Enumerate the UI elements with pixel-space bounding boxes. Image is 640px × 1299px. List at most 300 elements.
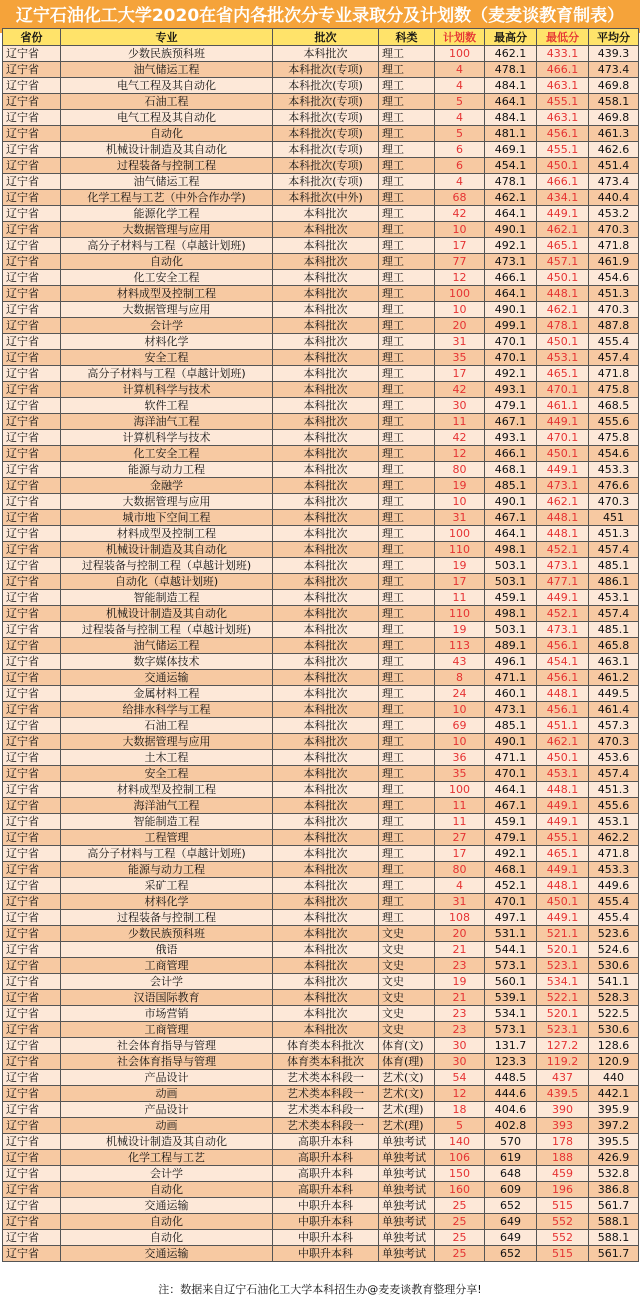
cell-province: 辽宁省 (3, 78, 61, 94)
cell-plan: 17 (435, 238, 485, 254)
cell-batch: 本科批次(专项) (273, 174, 379, 190)
cell-major: 会计学 (61, 318, 273, 334)
cell-province: 辽宁省 (3, 238, 61, 254)
header-row (3, 29, 639, 46)
cell-province: 辽宁省 (3, 542, 61, 558)
cell-batch: 本科批次 (273, 574, 379, 590)
cell-avg: 457.4 (589, 350, 639, 366)
cell-province: 辽宁省 (3, 1086, 61, 1102)
table-row (3, 350, 639, 366)
cell-category: 理工 (379, 206, 435, 222)
cell-category: 理工 (379, 478, 435, 494)
cell-category: 理工 (379, 446, 435, 462)
cell-plan: 17 (435, 574, 485, 590)
cell-max: 649 (485, 1230, 537, 1246)
cell-category: 单独考试 (379, 1150, 435, 1166)
table-row (3, 286, 639, 302)
cell-major: 工商管理 (61, 958, 273, 974)
cell-max: 404.6 (485, 1102, 537, 1118)
cell-province: 辽宁省 (3, 478, 61, 494)
cell-avg: 462.2 (589, 830, 639, 846)
cell-batch: 本科批次 (273, 366, 379, 382)
cell-avg: 471.8 (589, 366, 639, 382)
table-row (3, 270, 639, 286)
cell-plan: 11 (435, 590, 485, 606)
cell-province: 辽宁省 (3, 462, 61, 478)
cell-batch: 本科批次 (273, 430, 379, 446)
cell-avg: 453.3 (589, 862, 639, 878)
cell-avg: 426.9 (589, 1150, 639, 1166)
cell-avg: 439.3 (589, 46, 639, 62)
table-row (3, 846, 639, 862)
cell-major: 交通运输 (61, 670, 273, 686)
cell-province: 辽宁省 (3, 1102, 61, 1118)
cell-plan: 4 (435, 174, 485, 190)
cell-plan: 10 (435, 734, 485, 750)
table-row (3, 1118, 639, 1134)
cell-max: 467.1 (485, 798, 537, 814)
cell-batch: 本科批次 (273, 910, 379, 926)
cell-batch: 本科批次 (273, 750, 379, 766)
cell-category: 理工 (379, 382, 435, 398)
cell-batch: 本科批次 (273, 286, 379, 302)
cell-avg: 457.4 (589, 606, 639, 622)
cell-category: 理工 (379, 750, 435, 766)
cell-major: 自动化 (61, 1230, 273, 1246)
cell-min: 453.1 (537, 350, 589, 366)
cell-province: 辽宁省 (3, 414, 61, 430)
cell-category: 艺术(理) (379, 1102, 435, 1118)
cell-plan: 35 (435, 350, 485, 366)
cell-batch: 体育类本科批次 (273, 1054, 379, 1070)
cell-min: 456.1 (537, 670, 589, 686)
cell-batch: 本科批次(专项) (273, 158, 379, 174)
cell-plan: 21 (435, 990, 485, 1006)
cell-avg: 395.9 (589, 1102, 639, 1118)
cell-batch: 本科批次(专项) (273, 126, 379, 142)
cell-batch: 本科批次 (273, 206, 379, 222)
cell-min: 459 (537, 1166, 589, 1182)
cell-avg: 470.3 (589, 302, 639, 318)
cell-min: 534.1 (537, 974, 589, 990)
cell-min: 449.1 (537, 462, 589, 478)
cell-max: 531.1 (485, 926, 537, 942)
cell-major: 俄语 (61, 942, 273, 958)
cell-category: 理工 (379, 878, 435, 894)
cell-avg: 475.8 (589, 430, 639, 446)
cell-province: 辽宁省 (3, 1134, 61, 1150)
table-row (3, 414, 639, 430)
cell-batch: 本科批次 (273, 1006, 379, 1022)
table-row (3, 254, 639, 270)
cell-category: 理工 (379, 46, 435, 62)
cell-plan: 25 (435, 1230, 485, 1246)
cell-avg: 470.3 (589, 734, 639, 750)
table-row (3, 702, 639, 718)
cell-max: 459.1 (485, 814, 537, 830)
cell-province: 辽宁省 (3, 910, 61, 926)
cell-category: 文史 (379, 974, 435, 990)
cell-batch: 中职升本科 (273, 1198, 379, 1214)
cell-batch: 本科批次 (273, 334, 379, 350)
cell-category: 理工 (379, 574, 435, 590)
cell-avg: 453.1 (589, 590, 639, 606)
cell-province: 辽宁省 (3, 270, 61, 286)
cell-province: 辽宁省 (3, 302, 61, 318)
cell-batch: 本科批次 (273, 350, 379, 366)
cell-avg: 530.6 (589, 1022, 639, 1038)
cell-category: 理工 (379, 286, 435, 302)
cell-max: 648 (485, 1166, 537, 1182)
cell-category: 理工 (379, 718, 435, 734)
cell-max: 493.1 (485, 382, 537, 398)
cell-max: 492.1 (485, 846, 537, 862)
cell-avg: 454.6 (589, 446, 639, 462)
cell-max: 462.1 (485, 46, 537, 62)
cell-major: 化工安全工程 (61, 270, 273, 286)
table-row (3, 62, 639, 78)
cell-category: 理工 (379, 142, 435, 158)
cell-category: 单独考试 (379, 1214, 435, 1230)
cell-province: 辽宁省 (3, 734, 61, 750)
table-row (3, 510, 639, 526)
cell-max: 452.1 (485, 878, 537, 894)
cell-max: 573.1 (485, 958, 537, 974)
cell-province: 辽宁省 (3, 926, 61, 942)
cell-province: 辽宁省 (3, 286, 61, 302)
cell-province: 辽宁省 (3, 798, 61, 814)
cell-major: 自动化 (61, 1182, 273, 1198)
cell-plan: 77 (435, 254, 485, 270)
cell-major: 土木工程 (61, 750, 273, 766)
cell-avg: 455.4 (589, 910, 639, 926)
cell-min: 450.1 (537, 270, 589, 286)
cell-plan: 8 (435, 670, 485, 686)
cell-batch: 本科批次 (273, 222, 379, 238)
cell-plan: 42 (435, 430, 485, 446)
cell-plan: 35 (435, 766, 485, 782)
cell-max: 464.1 (485, 782, 537, 798)
col-header-major: 专业 (61, 29, 273, 46)
cell-plan: 27 (435, 830, 485, 846)
cell-max: 471.1 (485, 750, 537, 766)
cell-category: 理工 (379, 830, 435, 846)
cell-category: 理工 (379, 398, 435, 414)
table-row (3, 78, 639, 94)
cell-avg: 469.8 (589, 78, 639, 94)
cell-category: 理工 (379, 350, 435, 366)
cell-avg: 461.9 (589, 254, 639, 270)
cell-plan: 19 (435, 622, 485, 638)
cell-max: 493.1 (485, 430, 537, 446)
cell-province: 辽宁省 (3, 670, 61, 686)
cell-min: 521.1 (537, 926, 589, 942)
cell-major: 高分子材料与工程（卓越计划班) (61, 238, 273, 254)
cell-province: 辽宁省 (3, 782, 61, 798)
cell-province: 辽宁省 (3, 654, 61, 670)
cell-min: 520.1 (537, 1006, 589, 1022)
cell-max: 484.1 (485, 78, 537, 94)
cell-avg: 532.8 (589, 1166, 639, 1182)
cell-major: 能源与动力工程 (61, 462, 273, 478)
cell-major: 社会体育指导与管理 (61, 1054, 273, 1070)
cell-category: 理工 (379, 862, 435, 878)
cell-province: 辽宁省 (3, 1054, 61, 1070)
cell-min: 450.1 (537, 334, 589, 350)
table-row (3, 1198, 639, 1214)
cell-plan: 5 (435, 94, 485, 110)
cell-max: 484.1 (485, 110, 537, 126)
col-header-batch: 批次 (273, 29, 379, 46)
cell-major: 给排水科学与工程 (61, 702, 273, 718)
cell-batch: 本科批次 (273, 718, 379, 734)
cell-major: 海洋油气工程 (61, 414, 273, 430)
cell-plan: 10 (435, 702, 485, 718)
table-row (3, 654, 639, 670)
cell-category: 理工 (379, 622, 435, 638)
cell-major: 过程装备与控制工程（卓越计划班) (61, 558, 273, 574)
cell-batch: 中职升本科 (273, 1214, 379, 1230)
cell-min: 448.1 (537, 686, 589, 702)
cell-avg: 522.5 (589, 1006, 639, 1022)
table-row (3, 686, 639, 702)
cell-max: 481.1 (485, 126, 537, 142)
cell-min: 477.1 (537, 574, 589, 590)
cell-batch: 本科批次 (273, 606, 379, 622)
cell-max: 498.1 (485, 542, 537, 558)
cell-category: 理工 (379, 334, 435, 350)
cell-province: 辽宁省 (3, 846, 61, 862)
cell-category: 理工 (379, 814, 435, 830)
cell-min: 461.1 (537, 398, 589, 414)
cell-min: 462.1 (537, 222, 589, 238)
cell-max: 492.1 (485, 238, 537, 254)
cell-batch: 中职升本科 (273, 1246, 379, 1262)
cell-province: 辽宁省 (3, 718, 61, 734)
table-row (3, 1230, 639, 1246)
cell-major: 产品设计 (61, 1102, 273, 1118)
cell-batch: 本科批次 (273, 654, 379, 670)
cell-plan: 17 (435, 846, 485, 862)
cell-batch: 本科批次 (273, 766, 379, 782)
cell-batch: 本科批次 (273, 46, 379, 62)
table-row (3, 622, 639, 638)
cell-province: 辽宁省 (3, 974, 61, 990)
cell-max: 573.1 (485, 1022, 537, 1038)
cell-batch: 本科批次(专项) (273, 110, 379, 126)
cell-min: 454.1 (537, 654, 589, 670)
cell-max: 490.1 (485, 494, 537, 510)
table-row (3, 1102, 639, 1118)
cell-min: 448.1 (537, 286, 589, 302)
cell-min: 452.1 (537, 606, 589, 622)
cell-avg: 453.2 (589, 206, 639, 222)
cell-avg: 457.4 (589, 542, 639, 558)
cell-province: 辽宁省 (3, 206, 61, 222)
cell-avg: 397.2 (589, 1118, 639, 1134)
cell-plan: 140 (435, 1134, 485, 1150)
cell-category: 文史 (379, 926, 435, 942)
cell-batch: 本科批次 (273, 462, 379, 478)
cell-avg: 451.3 (589, 782, 639, 798)
table-row (3, 462, 639, 478)
cell-avg: 451 (589, 510, 639, 526)
cell-major: 高分子材料与工程（卓越计划班) (61, 846, 273, 862)
cell-province: 辽宁省 (3, 942, 61, 958)
cell-avg: 440.4 (589, 190, 639, 206)
cell-category: 文史 (379, 990, 435, 1006)
cell-min: 552 (537, 1214, 589, 1230)
cell-min: 465.1 (537, 238, 589, 254)
table-title: 辽宁石油化工大学2020在省内各批次分专业录取分及计划数（麦麦谈教育制表） (0, 0, 640, 33)
cell-plan: 17 (435, 366, 485, 382)
cell-max: 539.1 (485, 990, 537, 1006)
cell-major: 海洋油气工程 (61, 798, 273, 814)
cell-category: 艺术(理) (379, 1118, 435, 1134)
cell-max: 470.1 (485, 766, 537, 782)
cell-category: 理工 (379, 638, 435, 654)
cell-batch: 本科批次 (273, 542, 379, 558)
cell-plan: 19 (435, 974, 485, 990)
cell-avg: 395.5 (589, 1134, 639, 1150)
cell-max: 498.1 (485, 606, 537, 622)
cell-min: 452.1 (537, 542, 589, 558)
cell-min: 515 (537, 1246, 589, 1262)
cell-major: 油气储运工程 (61, 62, 273, 78)
cell-major: 会计学 (61, 1166, 273, 1182)
cell-avg: 588.1 (589, 1214, 639, 1230)
cell-avg: 449.5 (589, 686, 639, 702)
cell-min: 462.1 (537, 734, 589, 750)
cell-province: 辽宁省 (3, 622, 61, 638)
table-row (3, 910, 639, 926)
cell-category: 理工 (379, 62, 435, 78)
cell-major: 数字媒体技术 (61, 654, 273, 670)
cell-province: 辽宁省 (3, 1214, 61, 1230)
cell-category: 单独考试 (379, 1198, 435, 1214)
cell-plan: 69 (435, 718, 485, 734)
cell-avg: 471.8 (589, 238, 639, 254)
cell-province: 辽宁省 (3, 366, 61, 382)
cell-min: 119.2 (537, 1054, 589, 1070)
cell-category: 理工 (379, 222, 435, 238)
cell-max: 468.1 (485, 862, 537, 878)
cell-province: 辽宁省 (3, 574, 61, 590)
cell-major: 机械设计制造及其自动化 (61, 606, 273, 622)
cell-max: 478.1 (485, 62, 537, 78)
cell-province: 辽宁省 (3, 1166, 61, 1182)
cell-min: 456.1 (537, 126, 589, 142)
cell-max: 619 (485, 1150, 537, 1166)
cell-batch: 本科批次 (273, 238, 379, 254)
cell-batch: 本科批次 (273, 494, 379, 510)
cell-category: 理工 (379, 462, 435, 478)
cell-batch: 艺术类本科段一 (273, 1102, 379, 1118)
cell-min: 520.1 (537, 942, 589, 958)
cell-plan: 150 (435, 1166, 485, 1182)
source-note: 注：数据来自辽宁石油化工大学本科招生办@麦麦谈教育整理分享! (2, 1281, 638, 1298)
cell-plan: 108 (435, 910, 485, 926)
cell-min: 465.1 (537, 366, 589, 382)
table-row (3, 1086, 639, 1102)
table-row (3, 366, 639, 382)
cell-min: 478.1 (537, 318, 589, 334)
cell-plan: 80 (435, 862, 485, 878)
cell-province: 辽宁省 (3, 894, 61, 910)
table-row (3, 1246, 639, 1262)
cell-province: 辽宁省 (3, 446, 61, 462)
table-row (3, 1022, 639, 1038)
table-row (3, 718, 639, 734)
cell-major: 自动化 (61, 254, 273, 270)
cell-province: 辽宁省 (3, 702, 61, 718)
cell-min: 196 (537, 1182, 589, 1198)
table-row (3, 526, 639, 542)
cell-major: 大数据管理与应用 (61, 222, 273, 238)
cell-max: 490.1 (485, 734, 537, 750)
cell-avg: 454.6 (589, 270, 639, 286)
table-row (3, 494, 639, 510)
cell-batch: 高职升本科 (273, 1182, 379, 1198)
cell-batch: 本科批次 (273, 382, 379, 398)
cell-category: 理工 (379, 670, 435, 686)
cell-category: 理工 (379, 766, 435, 782)
cell-min: 455.1 (537, 94, 589, 110)
cell-avg: 128.6 (589, 1038, 639, 1054)
cell-max: 468.1 (485, 462, 537, 478)
cell-category: 理工 (379, 190, 435, 206)
cell-batch: 本科批次 (273, 830, 379, 846)
cell-min: 522.1 (537, 990, 589, 1006)
cell-plan: 100 (435, 286, 485, 302)
table-row (3, 94, 639, 110)
cell-avg: 440 (589, 1070, 639, 1086)
cell-major: 机械设计制造及其自动化 (61, 142, 273, 158)
cell-province: 辽宁省 (3, 46, 61, 62)
cell-province: 辽宁省 (3, 1230, 61, 1246)
cell-major: 工商管理 (61, 1022, 273, 1038)
cell-min: 450.1 (537, 446, 589, 462)
cell-batch: 本科批次 (273, 478, 379, 494)
table-row (3, 734, 639, 750)
cell-plan: 100 (435, 526, 485, 542)
cell-avg: 461.3 (589, 126, 639, 142)
cell-plan: 12 (435, 1086, 485, 1102)
cell-major: 材料成型及控制工程 (61, 782, 273, 798)
cell-max: 467.1 (485, 510, 537, 526)
table-row (3, 1150, 639, 1166)
cell-min: 515 (537, 1198, 589, 1214)
cell-avg: 453.1 (589, 814, 639, 830)
cell-avg: 457.3 (589, 718, 639, 734)
table-row (3, 638, 639, 654)
cell-plan: 160 (435, 1182, 485, 1198)
table-row (3, 1182, 639, 1198)
cell-category: 理工 (379, 526, 435, 542)
cell-major: 会计学 (61, 974, 273, 990)
cell-avg: 455.6 (589, 414, 639, 430)
cell-province: 辽宁省 (3, 638, 61, 654)
cell-province: 辽宁省 (3, 174, 61, 190)
cell-major: 计算机科学与技术 (61, 382, 273, 398)
cell-min: 450.1 (537, 894, 589, 910)
cell-max: 534.1 (485, 1006, 537, 1022)
cell-avg: 455.4 (589, 334, 639, 350)
table-row (3, 606, 639, 622)
cell-avg: 465.8 (589, 638, 639, 654)
cell-avg: 470.3 (589, 222, 639, 238)
cell-min: 450.1 (537, 750, 589, 766)
